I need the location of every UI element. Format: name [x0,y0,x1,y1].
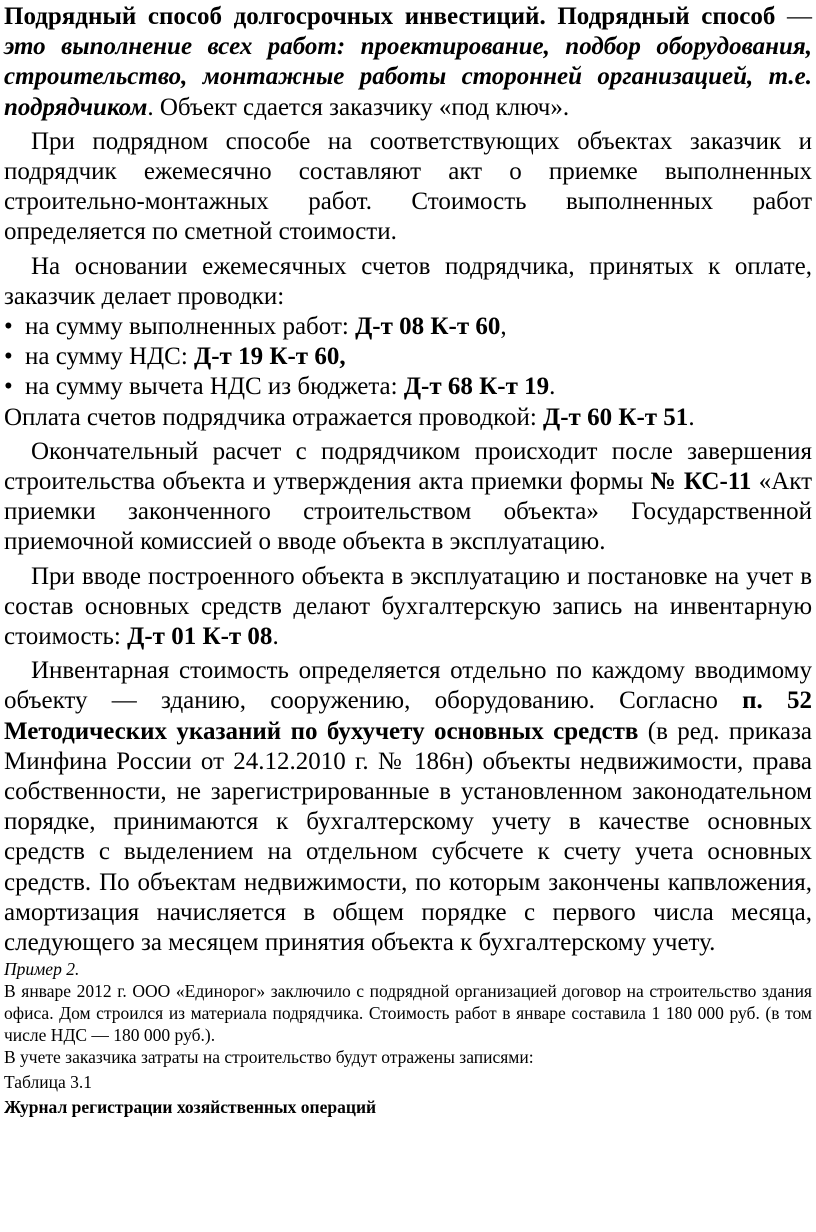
accounting-entry: Д-т 01 К-т 08 [127,623,273,651]
document-page [4,2,812,1118]
paragraph-final-settlement: Окончательный расчет с подрядчиком происходит после завершения строительства объекта и утверждения акта приемки формы № КС-11 «Акт приемки законченного строительством объекта» Государственной приемочной комиссией о вводе объекта в эксплуатацию. [4,437,812,556]
accounting-entry: Д-т 60 К-т 51 [543,403,689,431]
bullet: • [4,373,13,401]
accounting-entry: Д-т 68 К-т 19 [403,373,550,401]
example-label: Пример 2. [4,959,80,980]
definition-tail: . Объект сдается заказчику «под ключ». [147,93,570,121]
form-number: № КС-11 [650,468,752,496]
example-records: В учете заказчика затраты на строительство будут отражены записями: [4,1047,534,1068]
bullet: • [4,313,13,341]
table-label: Таблица 3.1 [4,1072,92,1093]
list-item: • на сумму вычета НДС из бюджета: Д-т 68 К-т 19. [4,372,812,402]
regulation-reference: п. 52 Методических указаний по бухучету основных средств [4,687,812,745]
accounting-entry: Д-т 08 К-т 60 [355,313,501,341]
list-item: • на сумму выполненных работ: Д-т 08 К-т 60, [4,312,812,342]
list-item: • на сумму НДС: Д-т 19 К-т 60, [4,342,812,372]
paragraph-contract-method [4,2,812,123]
accounting-entry: Д-т 19 К-т 60, [194,343,346,371]
definition: это выполнение всех работ: проектирование, подбор оборудования, строительство, монтажные работы сторонней организацией, т.е. подрядчиком [4,33,812,121]
term-lead: Подрядный способ [557,3,776,30]
example-text: В январе 2012 г. ООО «Единорог» заключило с подрядной организацией договор на строительство здания офиса. Дом строился из материала подрядчика. Стоимость работ в январе составила 1 180 000 руб. (в том числе НДС — 180 000 руб.). [4,981,812,1046]
paragraph-accounts: На основании ежемесячных счетов подрядчика, принятых к оплате, заказчик делает проводки: [4,252,812,310]
paragraph-payment: Оплата счетов подрядчика отражается проводкой: Д-т 60 К-т 51. [4,403,695,431]
dash: — [775,3,812,30]
table-title: Журнал регистрации хозяйственных операций [4,1097,377,1118]
paragraph-monthly-act: При подрядном способе на соответствующих объектах заказчик и подрядчик ежемесячно составляют акт о приемке выполненных строительно-монтажных работ. Стоимость выполненных работ определяется по сметной стоимости. [4,127,812,246]
paragraph-inventory-cost: Инвентарная стоимость определяется отдельно по каждому вводимому объекту — зданию, сооружению, оборудованию. Согласно п. 52 Методических указаний по бухучету основных средств (в ред. приказа Минфина России от 24.12.2010 г. № 186н) объекты недвижимости, права собственности, не зарегистрированные в установленном законодательном порядке, принимаются к бухгалтерскому учету в качестве основных средств с выделением на отдельном субсчете к счету учета основных средств. По объектам недвижимости, по которым закончены капвложения, амортизация начисляется в общем порядке с первого числа месяца, следующего за месяцем принятия объекта к бухгалтерскому учету. [4,657,812,957]
section-title: Подрядный способ долгосрочных инвестиций. [4,3,546,30]
bullet: • [4,343,13,371]
paragraph-commissioning: При вводе построенного объекта в эксплуатацию и постановке на учет в состав основных средств делают бухгалтерскую запись на инвентарную стоимость: Д-т 01 К-т 08. [4,562,812,651]
entries-list [4,312,812,403]
